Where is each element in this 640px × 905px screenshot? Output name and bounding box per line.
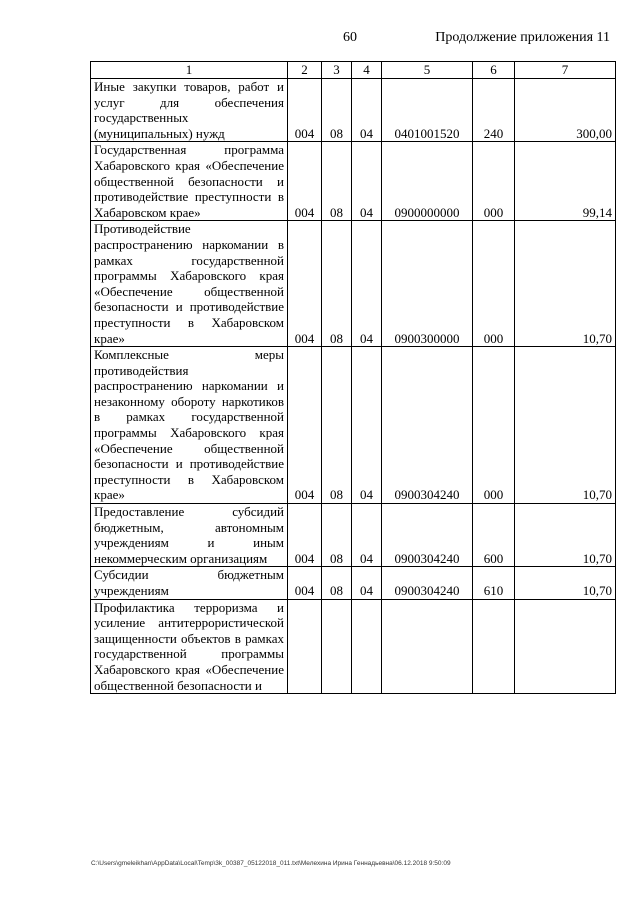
cell-section: 08 [322,79,352,142]
cell-section: 08 [322,142,352,221]
cell-target-article: 0900304240 [382,347,473,504]
cell-amount [515,599,616,694]
table-row [91,504,616,567]
table-row [91,567,616,599]
table-row [91,347,616,504]
column-header: 4 [352,62,382,79]
page-number: 60 [343,30,357,45]
cell-subsection: 04 [352,79,382,142]
cell-section: 08 [322,221,352,347]
cell-amount: 10,70 [515,504,616,567]
table-header-row [91,62,616,79]
column-header: 3 [322,62,352,79]
cell-expense-type: 000 [473,142,515,221]
cell-expense-type: 000 [473,221,515,347]
cell-expense-type: 000 [473,347,515,504]
row-name: Государственная программа Хабаровского края «Обеспечение общественной безопасности и противодействие преступности в Хабаровском крае» [91,142,288,221]
cell-code: 004 [288,504,322,567]
continuation-label: Продолжение приложения 11 [435,30,610,45]
cell-expense-type: 610 [473,567,515,599]
cell-target-article: 0401001520 [382,79,473,142]
cell-subsection: 04 [352,221,382,347]
cell-expense-type: 240 [473,79,515,142]
cell-section [322,599,352,694]
cell-target-article: 0900304240 [382,504,473,567]
cell-subsection: 04 [352,142,382,221]
table-row [91,79,616,142]
cell-code: 004 [288,347,322,504]
row-name: Противодействие распространению наркомании в рамках государственной программы Хабаровского края «Обеспечение общественной безопасности и противодействие преступности в Хабаровском крае» [91,221,288,347]
row-name: Субсидии бюджетным учреждениям [91,567,288,599]
cell-code [288,599,322,694]
table-row [91,221,616,347]
row-name: Комплексные меры противодействия распространению наркомании и незаконному обороту наркотиков в рамках государственной программы Хабаровского края «Обеспечение общественной безопасности и противодействие преступности в Хабаровском крае» [91,347,288,504]
cell-code: 004 [288,567,322,599]
cell-code: 004 [288,221,322,347]
cell-amount: 300,00 [515,79,616,142]
cell-subsection: 04 [352,347,382,504]
column-header: 6 [473,62,515,79]
cell-target-article [382,599,473,694]
cell-subsection [352,599,382,694]
row-name: Профилактика терроризма и усиление антитеррористической защищенности объектов в рамках государственной программы Хабаровского края «Обеспечение общественной безопасности и [91,599,288,694]
row-name: Предоставление субсидий бюджетным, автономным учреждениям и иным некоммерческим организациям [91,504,288,567]
column-header: 7 [515,62,616,79]
column-header: 1 [91,62,288,79]
cell-code: 004 [288,142,322,221]
cell-target-article: 0900000000 [382,142,473,221]
cell-amount: 10,70 [515,221,616,347]
cell-amount: 10,70 [515,347,616,504]
cell-expense-type: 600 [473,504,515,567]
cell-expense-type [473,599,515,694]
cell-section: 08 [322,504,352,567]
column-header: 2 [288,62,322,79]
cell-code: 004 [288,79,322,142]
row-name: Иные закупки товаров, работ и услуг для обеспечения государственных (муниципальных) нужд [91,79,288,142]
table-row [91,142,616,221]
cell-amount: 99,14 [515,142,616,221]
column-header: 5 [382,62,473,79]
table-row [91,599,616,694]
cell-target-article: 0900304240 [382,567,473,599]
cell-section: 08 [322,347,352,504]
cell-target-article: 0900300000 [382,221,473,347]
cell-subsection: 04 [352,504,382,567]
footer-file-path: C:\Users\gmeleikhan\AppData\Local\Temp\3k_00387_05122018_011.txt\Мелехина Ирина Геннадьевна\06.12.2018 9:50:09 [91,860,451,867]
cell-subsection: 04 [352,567,382,599]
cell-section: 08 [322,567,352,599]
budget-table [90,61,616,694]
cell-amount: 10,70 [515,567,616,599]
